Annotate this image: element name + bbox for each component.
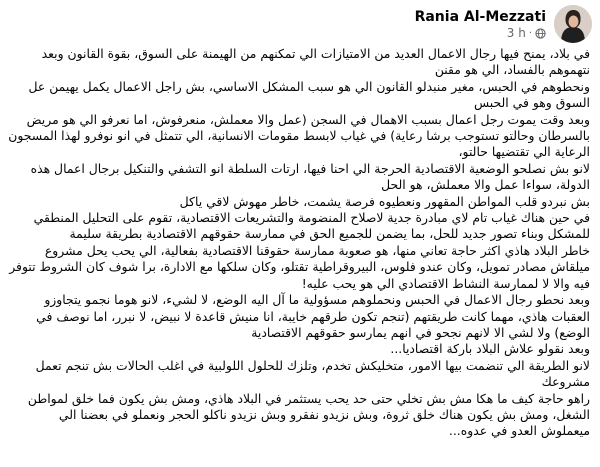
meta-separator: · — [528, 27, 532, 39]
author-name[interactable]: Rania Al-Mezzati — [414, 8, 546, 25]
post-paragraph-8: وبعد نحطو رجال الاعمال في الحبس ونحملوهم مسؤولية ما آل اليه الوضع، لا لشيء، لانو هوما نجمو يتجاوزو العقبات هاذي، مهما كانت طريقتهم (تنجم تكون طرقهم خايبة، انا منيش قاعدة لا نبيض، لا نبرر، اما نوصف في الوضع) ولا لشي الا لانهم نجحو في انهم يمارسو حقوقهم الاقتصادية — [36, 292, 590, 340]
globe-icon[interactable] — [535, 28, 546, 39]
profile-photo-icon — [554, 5, 592, 43]
post-paragraph-11: راهو حاجة كيف ما هكا مش بش تخلي حتى حد يحب يستثمر في البلاد هاذي، ومش بش يكون فما خلق لمواطن الشغل، ومش بش يكون هناك خلق ثروة، وبش نزيدو نفقرو وبش نزيدو ناكلو الحجر ونعملو في بعضنا الي ميعملوش العدو في عدوه... — [27, 390, 590, 439]
post-time[interactable]: 3 h — [506, 25, 526, 40]
post-header — [415, 4, 592, 44]
post-paragraph-5: بش نبردو قلب المواطن المقهور ونعطيوه فرصة يشمت، خاطر مهوش لاقي ياكل — [179, 193, 590, 209]
post-meta — [507, 26, 546, 41]
avatar[interactable] — [554, 5, 592, 43]
post-paragraph-2: ونحطوهم في الحبس، مغير منبدلو القانون الي هو سبب المشكل الاساسي، بش راجل الاعمال يكمل يهيمن عل السوق وهو في الحبس — [28, 78, 590, 111]
post-paragraph-10: لانو الطريقة الي تنضمت بيها الامور، متخليكش تخدم، وتلزك للحلول اللولبية في اغلب الحالات بش تنجم تعمل مشروعك — [35, 357, 590, 390]
post-paragraph-1: في بلاد، يمنح فيها رجال الاعمال العديد من الامتيازات الي تمكنهم من الهيمنة على السوق، بقوة القانون وبعد نتهموهم بالفساد، الي هو مقنن — [41, 46, 590, 78]
post-paragraph-3: وبعد وقت يموت رجل اعمال بسبب الاهمال في السجن (عمل والا معملش، منعرفوش، اما نعرفو الي هو مريض بالسرطان وحالتو تستوجب برشا رعاية) في غياب لابسط مقومات الانسانية، الي تتمثل في انو نوفرو لهذا المسجون الرعاية الي تقتضيها حالتو، — [8, 111, 590, 160]
post-paragraph-9: وبعد نقولو علاش البلاد باركة اقتصاديا... — [390, 341, 590, 357]
post-text — [6, 46, 590, 440]
author-block — [415, 8, 546, 41]
post-paragraph-4: لانو بش نصلحو الوضعية الاقتصادية الحرجة الي احنا فيها، ارتات السلطة انو التشفي والتنكيل برجال اعمال هذه الدولة، سواءا عمل والا معملش، هو الحل — [30, 160, 590, 193]
post-paragraph-7: خاطر البلاد هاذي اكثر حاجة تعاني منها، هو صعوبة ممارسة حقوقنا الاقتصادية بفعالية، الي يحب يحل مشروع ميلقاش مصادر تمويل، وكان عندو فلوس، البيروقراطية تقتلو، وكان سلكها مع الادارة، برا شوف كان الشروط تتوفر فيه والا لا لممارسة النشاط الاقتصادي الي هو يحب عليه! — [9, 242, 590, 291]
post-paragraph-6: في حين هناك غياب تام لاي مبادرة جدية لاصلاح المنضومة والتشريعات الاقتصادية، تقوم على التحليل المنطقي للمشكل وبناء تصور جديد للحل، بما يضمن للجميع الحق في ممارسة حقوقهم الاقتصادية بطريقة سليمة — [33, 210, 590, 242]
